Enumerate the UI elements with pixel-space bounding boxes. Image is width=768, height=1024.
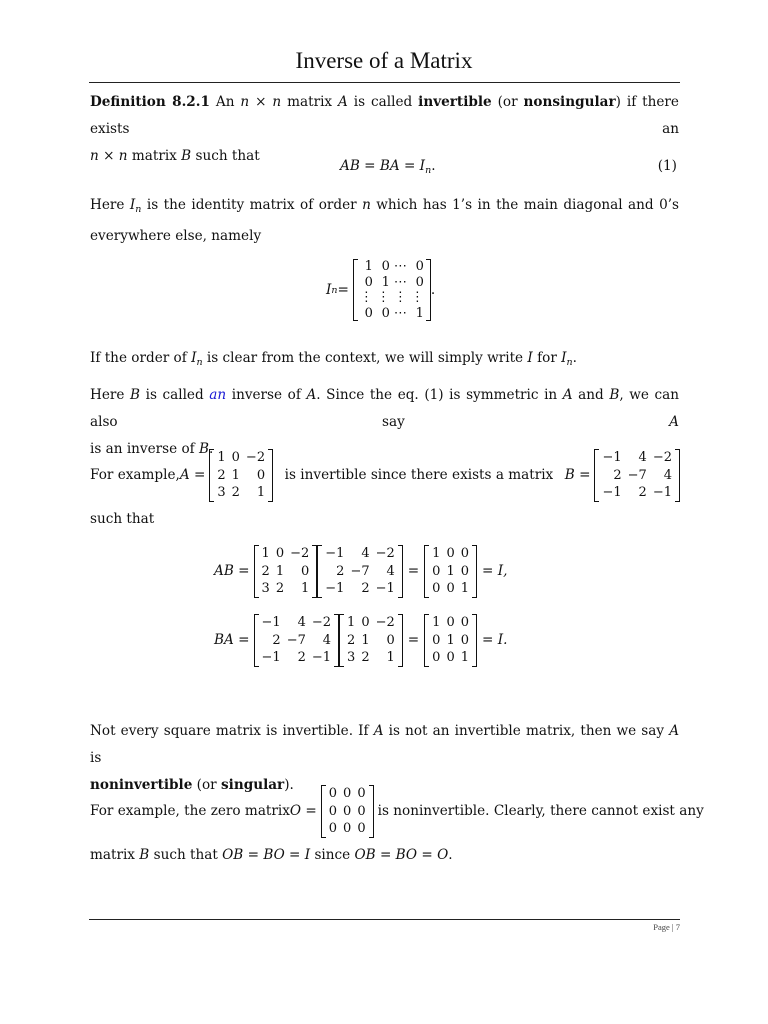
matrix-entry: 0 [328, 803, 338, 819]
definition-line-2: n × n matrix B such that [90, 148, 260, 164]
matrix-entry: 2 [272, 632, 281, 648]
matrix-entry: 0 [343, 786, 352, 801]
matrix-entry: 0 [328, 821, 338, 836]
matrix-entry: 0 [446, 546, 455, 561]
footer-rule [89, 919, 680, 920]
header-rule [89, 82, 680, 83]
ab-equation: AB = 1 0 −2 2 1 0 3 2 1 −1 4 −2 2 −7 4 −1 2 −1 = 1 0 0 0 1 0 0 0 1 = I, [214, 546, 508, 596]
matrix-entry: 1 [347, 615, 356, 630]
matrix-entry: 0 [415, 274, 424, 290]
matrix-entry: −2 [375, 615, 395, 630]
matrix-entry: 2 [231, 485, 240, 500]
term-singular: singular [221, 777, 285, 793]
matrix-entry: −1 [261, 650, 281, 665]
matrix-entry: 0 [432, 581, 441, 596]
matrix-entry: 0 [343, 803, 352, 819]
matrix-entry: 0 [231, 450, 240, 465]
matrix-entry: 0 [256, 467, 266, 483]
ab-matrix-1 [254, 545, 318, 598]
matrix-entry: 0 [460, 632, 470, 648]
singular-paragraph: Not every square matrix is invertible. If A is not an invertible matrix, then we say A is noninvertible (or singular). [90, 723, 680, 793]
matrix-entry: −1 [311, 650, 332, 665]
matrix-entry: 3 [347, 650, 356, 665]
matrix-entry: −1 [375, 581, 395, 596]
equation-number: (1) [657, 158, 677, 174]
ab-matrix-2 [317, 545, 403, 598]
matrix-entry: 0 [357, 821, 366, 836]
matrix-entry: 4 [663, 467, 672, 483]
matrix-entry: 4 [322, 632, 332, 648]
matrix-entry: 1 [275, 563, 285, 579]
matrix-entry: 0 [357, 786, 366, 801]
an-emphasis: an [209, 387, 227, 403]
matrix-entry: 1 [300, 581, 310, 596]
matrix-entry: 4 [638, 450, 647, 465]
matrix-entry: −1 [261, 615, 281, 630]
matrix-entry: 2 [217, 467, 226, 483]
ab-identity [424, 545, 477, 598]
matrix-entry: 2 [275, 581, 285, 596]
term-invertible: invertible [418, 94, 492, 110]
matrix-entry: 0 [300, 563, 310, 579]
example-2-line-2: matrix B such that OB = BO = I since OB = BO = O. [90, 847, 453, 863]
example-1-line: For example, A = 1 0 −2 2 1 0 3 2 1 is invertible since there exists a matrix B = −1 4 −2 2 −7 4 −1 2 −1 [90, 449, 680, 502]
page-number: Page | 7 [653, 922, 680, 932]
matrix-entry: −1 [325, 581, 345, 596]
identity-matrix [353, 259, 431, 321]
matrix-entry: 0 [432, 650, 441, 665]
matrix-entry: 1 [217, 450, 226, 465]
matrix-entry: 0 [386, 632, 395, 648]
matrix-entry: 2 [347, 632, 356, 648]
matrix-entry: 2 [613, 467, 622, 483]
definition-label: Definition 8.2.1 [90, 94, 210, 110]
order-paragraph: If the order of $I_n$ is clear from the context, we will simply write I for $I_n$. [90, 350, 577, 368]
such-that: such that [90, 511, 155, 527]
matrix-entry: 1 [256, 485, 266, 500]
matrix-entry: 1 [432, 546, 441, 561]
matrix-entry: −2 [245, 450, 266, 465]
matrix-entry: −7 [286, 632, 306, 648]
matrix-entry: −1 [325, 546, 345, 561]
matrix-B [594, 449, 680, 502]
matrix-entry: 0 [446, 650, 455, 665]
ba-matrix-2 [339, 614, 403, 667]
matrix-entry: 2 [361, 581, 370, 596]
matrix-entry: 2 [261, 563, 270, 579]
matrix-entry: 0 [343, 821, 352, 836]
ba-identity [424, 614, 477, 667]
matrix-entry: 1 [381, 274, 390, 290]
matrix-entry: ⋮ [376, 290, 390, 305]
identity-paragraph: Here $I_n$ is the identity matrix of order n which has 1’s in the main diagonal and 0’s everywhere else, namely [90, 197, 680, 244]
matrix-A [209, 449, 273, 502]
matrix-entry: 4 [361, 546, 370, 561]
matrix-entry: 1 [446, 563, 455, 579]
matrix-entry: ⋯ [393, 259, 407, 274]
matrix-entry: 2 [638, 485, 647, 500]
matrix-entry: ⋮ [359, 290, 373, 305]
example-2-line: For example, the zero matrix O = 0 0 0 0 0 0 0 0 0 is noninvertible. Clearly, there cannot exist any [90, 786, 704, 836]
matrix-entry: −2 [375, 546, 395, 561]
matrix-entry: 0 [432, 632, 441, 648]
matrix-entry: 0 [328, 786, 338, 801]
matrix-entry: 3 [261, 581, 270, 596]
matrix-entry: 1 [386, 650, 395, 665]
matrix-entry: ⋮ [410, 290, 424, 305]
matrix-entry: −2 [311, 615, 332, 630]
matrix-entry: ⋮ [393, 290, 407, 305]
term-noninvertible: noninvertible [90, 777, 193, 793]
matrix-entry: −7 [627, 467, 647, 483]
matrix-entry: 0 [460, 546, 470, 561]
page-title: Inverse of a Matrix [295, 48, 473, 73]
definition-line-1: Definition 8.2.1 An n × n matrix A is called invertible (or nonsingular) if there exists an [90, 94, 679, 137]
equation-1: AB = BA = $I_n$. [340, 158, 436, 176]
matrix-entry: 4 [386, 563, 395, 579]
matrix-entry: 0 [446, 581, 455, 596]
ba-matrix-1 [254, 614, 340, 667]
matrix-entry: 0 [361, 615, 370, 630]
matrix-entry: 0 [364, 305, 373, 321]
matrix-entry: −1 [652, 485, 672, 500]
matrix-entry: 0 [460, 615, 470, 630]
matrix-entry: 1 [432, 615, 441, 630]
inverse-paragraph: Here B is called an inverse of A. Since the eq. (1) is symmetric in A and B, we can also say A is an inverse of B. [90, 387, 679, 457]
matrix-entry: 0 [364, 274, 373, 290]
matrix-entry: 0 [415, 259, 424, 274]
matrix-entry: −7 [350, 563, 370, 579]
matrix-entry: ⋯ [393, 274, 407, 290]
matrix-entry: 3 [217, 485, 226, 500]
matrix-entry: −2 [290, 546, 310, 561]
matrix-entry: 1 [261, 546, 270, 561]
matrix-entry: 1 [460, 581, 470, 596]
zero-matrix [321, 785, 374, 838]
matrix-entry: ⋯ [393, 305, 407, 321]
matrix-entry: 0 [460, 563, 470, 579]
matrix-entry: 1 [460, 650, 470, 665]
matrix-entry: 0 [446, 615, 455, 630]
matrix-entry: 0 [381, 305, 390, 321]
matrix-entry: 2 [297, 650, 306, 665]
matrix-entry: 0 [381, 259, 390, 274]
matrix-entry: 2 [336, 563, 345, 579]
matrix-entry: 0 [275, 546, 285, 561]
matrix-entry: 1 [415, 305, 424, 321]
identity-matrix-equation: I n = 1 0 ⋯ 0 0 1 ⋯ 0 ⋮ ⋮ ⋮ ⋮ 0 0 ⋯ 1 . [326, 259, 436, 321]
matrix-entry: 1 [446, 632, 455, 648]
matrix-entry: −1 [602, 450, 622, 465]
matrix-entry: 0 [432, 563, 441, 579]
matrix-entry: 1 [364, 259, 373, 274]
matrix-entry: 1 [361, 632, 370, 648]
matrix-entry: −1 [602, 485, 622, 500]
matrix-entry: 1 [231, 467, 240, 483]
matrix-entry: −2 [652, 450, 672, 465]
matrix-entry: 4 [297, 615, 306, 630]
ba-equation: BA = −1 4 −2 2 −7 4 −1 2 −1 1 0 −2 2 1 0 3 2 1 = 1 0 0 0 1 0 0 0 1 = I. [214, 615, 508, 665]
matrix-entry: 0 [357, 803, 366, 819]
matrix-entry: 2 [361, 650, 370, 665]
term-nonsingular: nonsingular [523, 94, 616, 110]
